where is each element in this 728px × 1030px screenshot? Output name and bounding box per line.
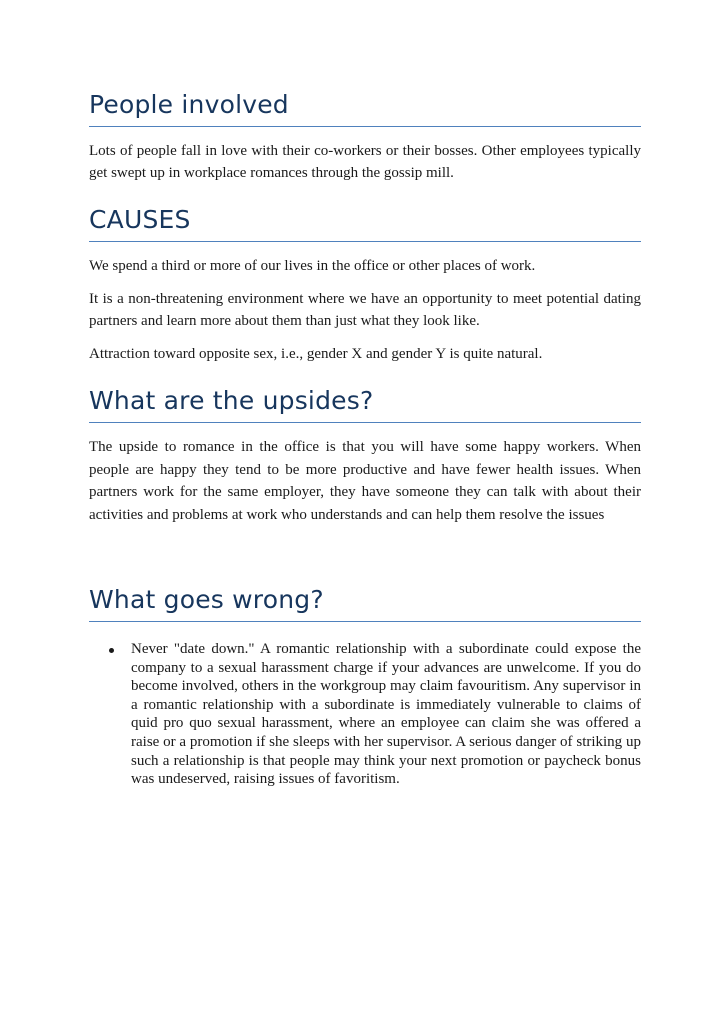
paragraph-causes-3: Attraction toward opposite sex, i.e., gender X and gender Y is quite natural. <box>89 346 543 362</box>
paragraph-causes-2: It is a non-threatening environment where we have an opportunity to meet potential dating partners and learn more about them than just what they look like. <box>89 291 641 329</box>
bullet-list <box>89 640 641 789</box>
paragraph-upsides: The upside to romance in the office is that you will have some happy workers. When people are happy they tend to be more productive and have fewer health issues. When partners work for the same employer, they have someone they can talk with about their activities and problems at work who understands and can help them resolve the issues <box>89 439 641 523</box>
bullet-text: Never "date down." A romantic relationship with a subordinate could expose the company to a sexual harassment charge if your advances are unwelcome. If you do become involved, others in the workgroup may claim favouritism. Any supervisor in a romantic relationship with a subordinate is immediately vulnerable to claims of quid pro quo sexual harassment, where an employee can claim she was offered a raise or a promotion if she sleeps with her supervisor. A serious danger of striking up such a relationship is that people may think your next promotion or paycheck bonus was undeserved, raising issues of favoritism. <box>131 641 641 788</box>
bullet-icon <box>109 648 114 653</box>
heading-what-goes-wrong: What goes wrong? <box>89 581 641 622</box>
paragraph-people-involved: Lots of people fall in love with their co-workers or their bosses. Other employees typically get swept up in workplace romances through the gossip mill. <box>89 143 641 181</box>
heading-causes: CAUSES <box>89 201 641 242</box>
heading-people-involved: People involved <box>89 86 641 127</box>
list-item <box>89 640 641 789</box>
document-page <box>89 86 641 789</box>
heading-upsides: What are the upsides? <box>89 382 641 423</box>
paragraph-causes-1: We spend a third or more of our lives in the office or other places of work. <box>89 258 536 274</box>
